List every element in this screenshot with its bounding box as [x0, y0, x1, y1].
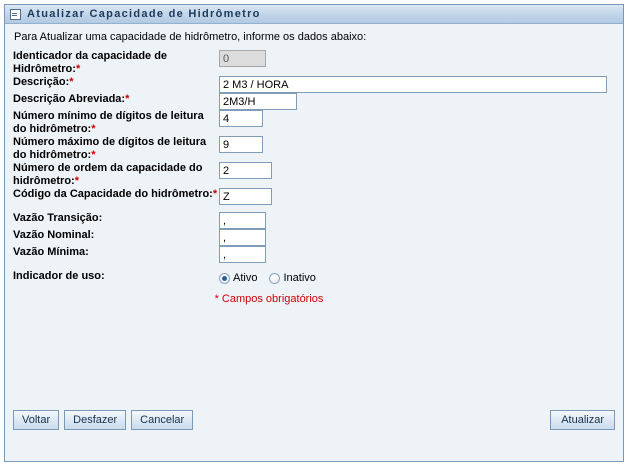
radio-inativo-label: Inativo [283, 272, 316, 284]
required-marker: * [74, 175, 80, 187]
numero-ordem-input[interactable] [219, 162, 272, 179]
atualizar-button[interactable]: Atualizar [550, 410, 615, 430]
form-row-descricao [13, 76, 615, 93]
identificador-input[interactable] [219, 50, 266, 67]
required-marker: * [212, 188, 218, 200]
cancelar-button[interactable]: Cancelar [131, 410, 193, 430]
label-identificador: Identicador da capacidade de Hidrômetro:* [13, 50, 168, 75]
label-numero-ordem: Número de ordem da capacidade do hidrômetro:* [13, 162, 203, 187]
radio-ativo-indicator[interactable] [219, 273, 230, 284]
label-digitos-minimo: Número mínimo de dígitos de leitura do hidrômetro:* [13, 110, 204, 135]
radio-inativo[interactable] [269, 272, 327, 284]
window-form-icon [10, 9, 21, 20]
form-row-vazao-minima [13, 246, 615, 263]
label-digitos-maximo: Número máximo de dígitos de leitura do hidrômetro:* [13, 136, 207, 161]
dialog-content [5, 24, 623, 462]
form-row-vazao-transicao [13, 212, 615, 229]
instruction-text: Para Atualizar uma capacidade de hidrômetro, informe os dados abaixo: [14, 31, 367, 43]
label-vazao-nominal: Vazão Nominal: [13, 229, 95, 241]
required-marker: * [91, 123, 96, 135]
form-row-identificador [13, 50, 615, 76]
form-table [13, 50, 615, 284]
dialog-window [4, 4, 624, 462]
codigo-capacidade-input[interactable] [219, 188, 272, 205]
window-title: Atualizar Capacidade de Hidrômetro [27, 8, 261, 20]
label-vazao-transicao: Vazão Transição: [13, 212, 103, 224]
window-titlebar [5, 5, 623, 24]
mandatory-fields-note: * Campos obrigatórios [214, 293, 324, 305]
form-row-digitos-minimo [13, 110, 615, 136]
label-descricao-abreviada: Descrição Abreviada:* [13, 93, 130, 105]
required-marker: * [69, 76, 74, 88]
descricao-abreviada-input[interactable] [219, 93, 297, 110]
descricao-input[interactable] [219, 76, 607, 93]
dialog-button-bar [13, 410, 615, 430]
form-spacer [13, 205, 615, 212]
form-row-descricao-abreviada [13, 93, 615, 110]
form-row-indicador-uso [13, 270, 615, 284]
vazao-transicao-input[interactable] [219, 212, 266, 229]
label-descricao: Descrição:* [13, 76, 74, 88]
desfazer-button[interactable]: Desfazer [64, 410, 126, 430]
required-marker: * [125, 93, 130, 105]
form-row-codigo-capacidade [13, 188, 615, 205]
form-row-numero-ordem [13, 162, 615, 188]
required-marker: * [75, 63, 81, 75]
form-row-vazao-nominal [13, 229, 615, 246]
radio-inativo-indicator[interactable] [269, 273, 280, 284]
vazao-minima-input[interactable] [219, 246, 266, 263]
digitos-maximo-input[interactable] [219, 136, 263, 153]
label-codigo-capacidade: Código da Capacidade do hidrômetro:* [13, 188, 218, 200]
form-spacer-2 [13, 263, 615, 270]
digitos-minimo-input[interactable] [219, 110, 263, 127]
label-indicador-uso: Indicador de uso: [13, 270, 105, 282]
label-vazao-minima: Vazão Mínima: [13, 246, 89, 258]
vazao-nominal-input[interactable] [219, 229, 266, 246]
required-marker: * [91, 149, 96, 161]
radio-ativo-label: Ativo [233, 272, 258, 284]
radio-ativo[interactable] [219, 272, 269, 284]
voltar-button[interactable]: Voltar [13, 410, 59, 430]
form-row-digitos-maximo [13, 136, 615, 162]
